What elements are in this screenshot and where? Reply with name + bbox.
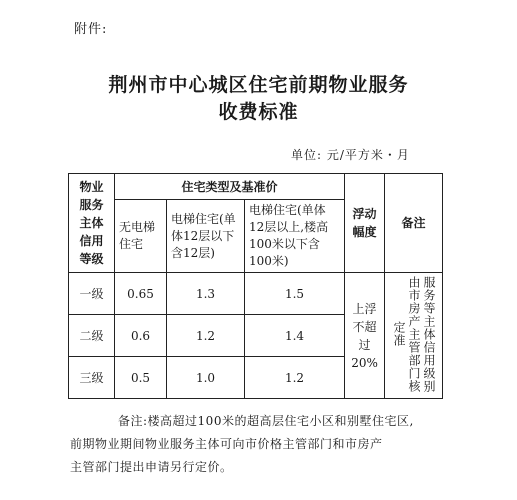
remark-header: 备注 bbox=[385, 174, 443, 273]
grade-cell: 一级 bbox=[69, 273, 115, 315]
attachment-label: 附件: bbox=[74, 22, 108, 37]
price-cell: 1.2 bbox=[167, 315, 245, 357]
remark-text: 服务等主体信用级别由市房产主管部门核定准 bbox=[392, 275, 437, 393]
no-elevator-header: 无电梯住宅 bbox=[115, 200, 167, 273]
document-title-line-1: 荆州市中心城区住宅前期物业服务 bbox=[108, 74, 409, 96]
table-header-row bbox=[69, 174, 443, 200]
footnote-line-2: 前期物业期间物业服务主体可向市价格主管部门和市房产 bbox=[70, 437, 383, 451]
grade-cell: 二级 bbox=[69, 315, 115, 357]
credit-grade-header: 物业服务主体信用等级 bbox=[69, 174, 115, 273]
price-cell: 1.3 bbox=[167, 273, 245, 315]
remark-cell bbox=[385, 273, 443, 399]
document-title-line-2: 收费标准 bbox=[218, 101, 299, 123]
price-cell: 1.4 bbox=[245, 315, 345, 357]
housing-type-header: 住宅类型及基准价 bbox=[115, 174, 345, 200]
float-range-header: 浮动幅度 bbox=[345, 174, 385, 273]
footnote-line-3: 主管部门提出申请另行定价。 bbox=[70, 460, 233, 474]
float-range-text: 上浮不超过20% bbox=[351, 301, 378, 370]
price-cell: 0.65 bbox=[115, 273, 167, 315]
footnote-line-1: 备注:楼高超过100米的超高层住宅小区和别墅住宅区, bbox=[118, 414, 414, 428]
price-cell: 0.6 bbox=[115, 315, 167, 357]
float-range-cell bbox=[345, 273, 385, 399]
price-cell: 1.2 bbox=[245, 357, 345, 399]
price-cell: 1.5 bbox=[245, 273, 345, 315]
unit-label: 单位: 元/平方米・月 bbox=[291, 148, 410, 162]
price-cell: 1.0 bbox=[167, 357, 245, 399]
elevator-above-12-header: 电梯住宅(单体12层以上,楼高100米以下含100米) bbox=[245, 200, 345, 273]
fee-standard-table bbox=[68, 173, 443, 399]
footnote bbox=[70, 410, 450, 479]
grade-cell: 三级 bbox=[69, 357, 115, 399]
elevator-below-12-header: 电梯住宅(单体12层以下含12层) bbox=[167, 200, 245, 273]
table-row bbox=[69, 273, 443, 315]
price-cell: 0.5 bbox=[115, 357, 167, 399]
